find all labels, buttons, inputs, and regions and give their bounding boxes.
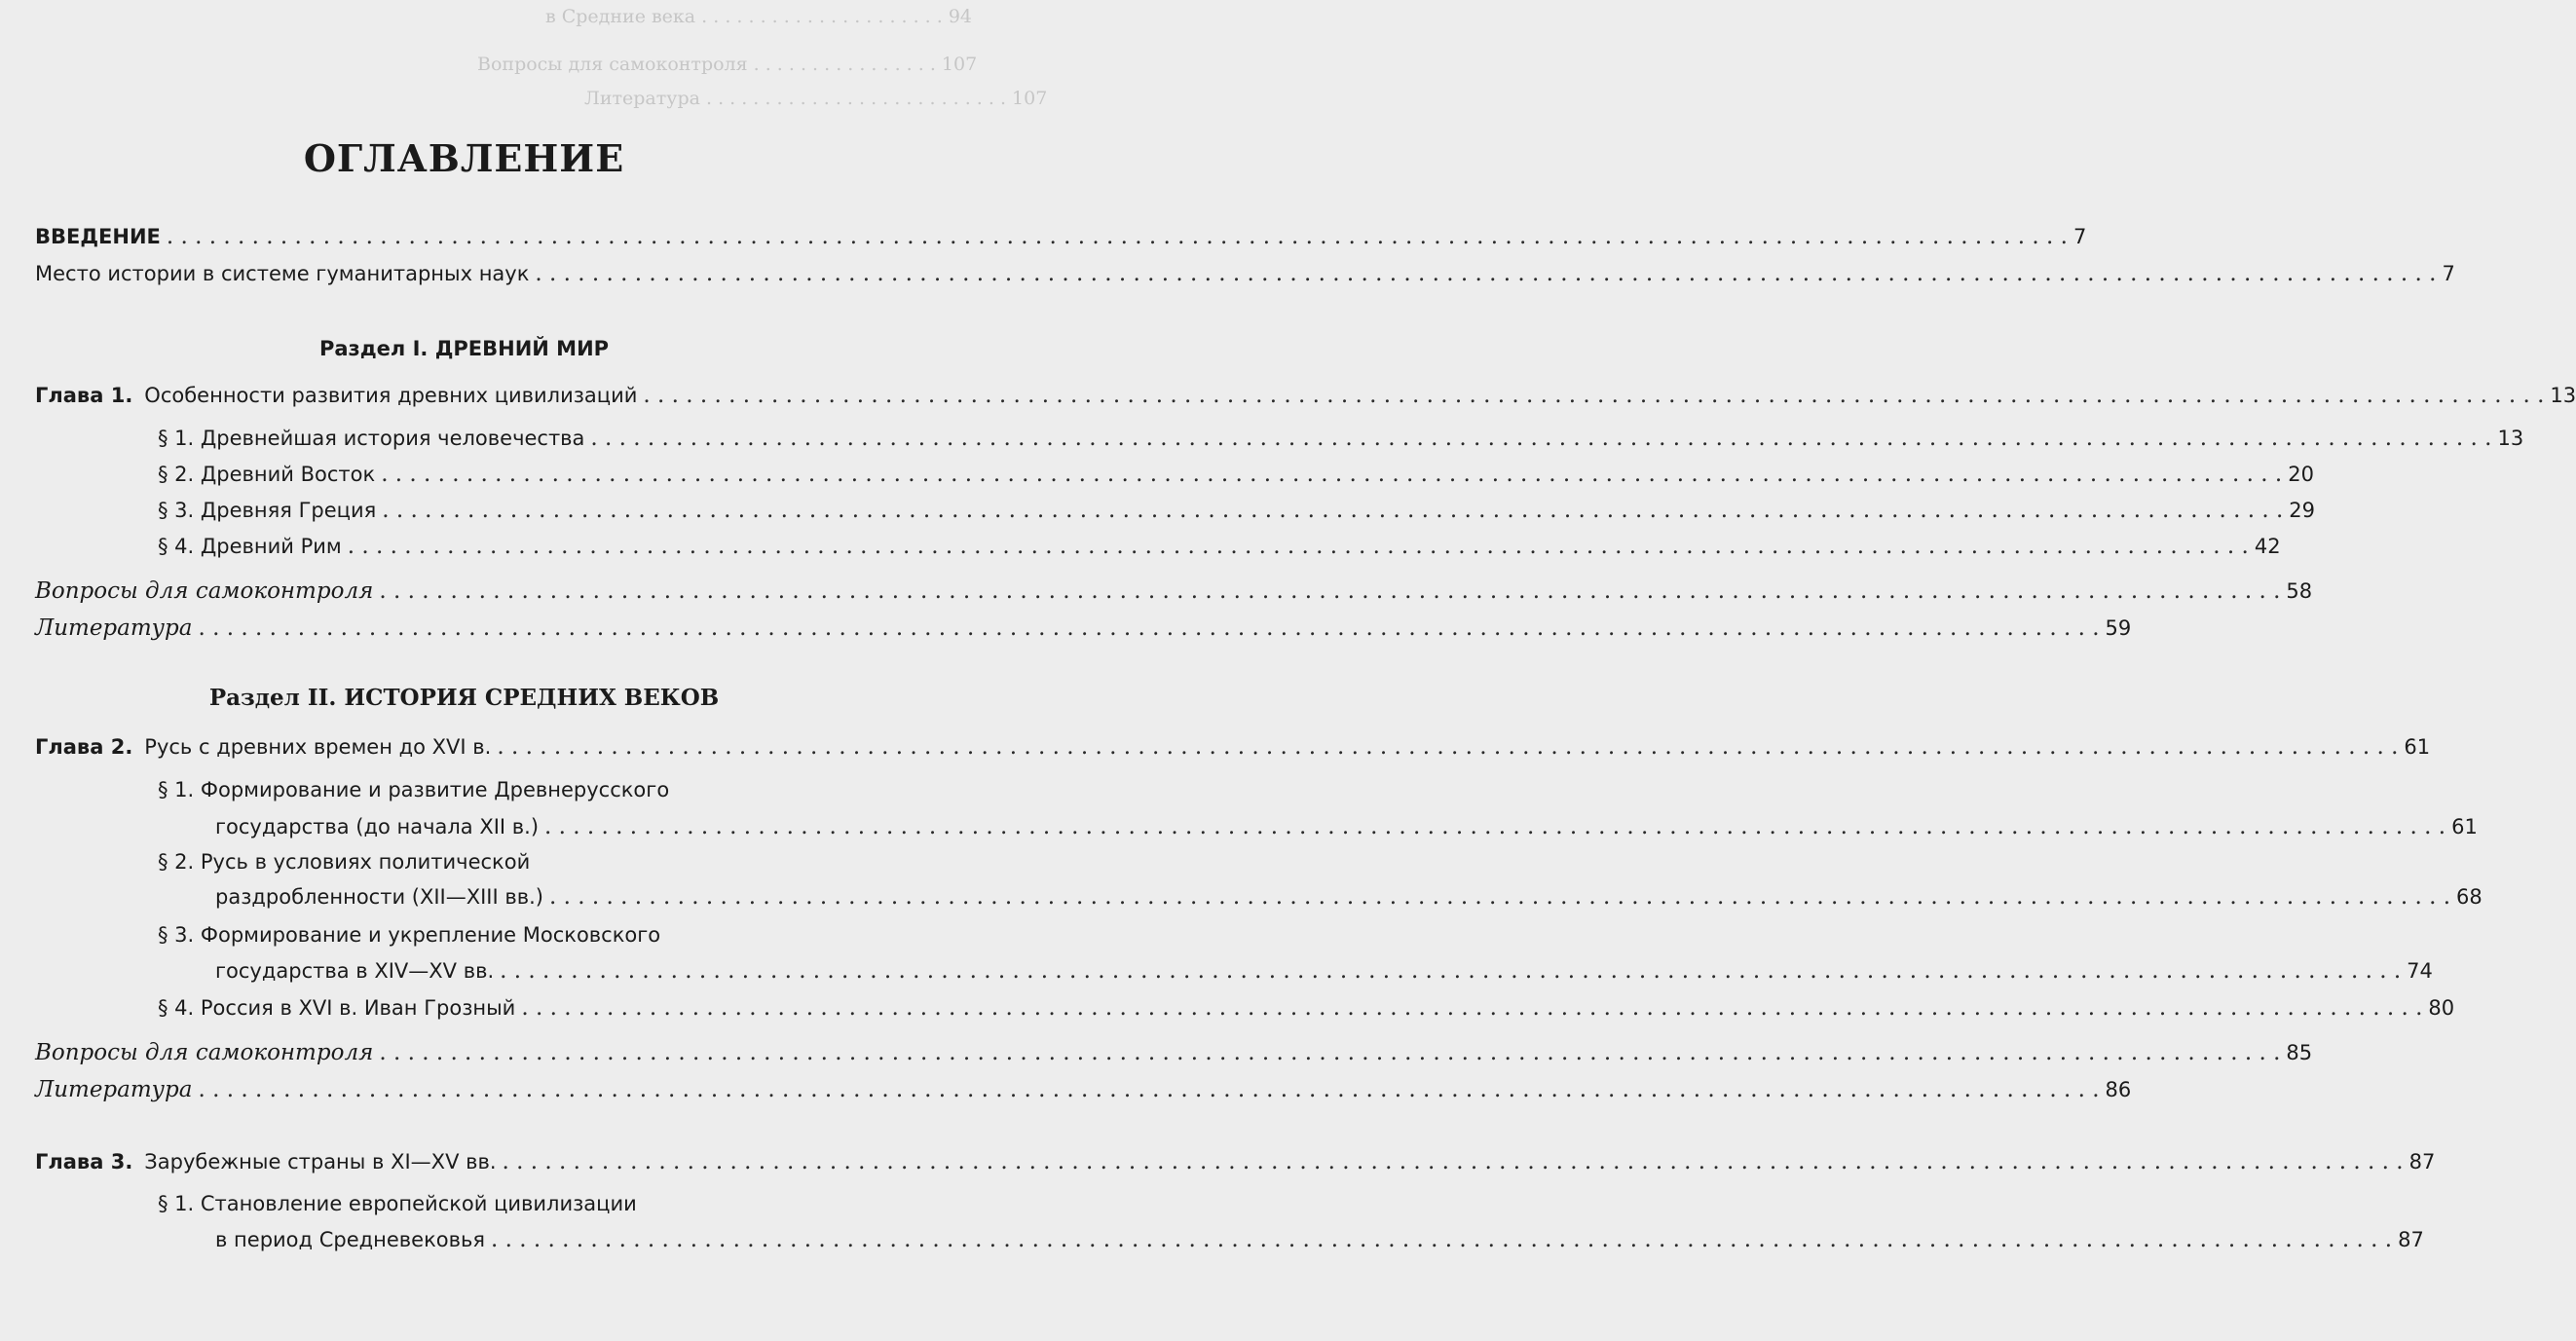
leader-dots [379, 577, 2280, 606]
toc-entry-intro [35, 222, 2087, 251]
entry-page: 61 [2404, 735, 2431, 759]
toc-entry [35, 1038, 2313, 1067]
entry-page: 85 [2286, 1041, 2313, 1064]
entry-page: 13 [2550, 384, 2576, 407]
entry-page: 7 [2442, 262, 2455, 285]
entry-page: 20 [2288, 463, 2314, 486]
toc-chapter [35, 732, 2431, 762]
toc-entry [158, 424, 2524, 453]
entry-label: государства в XIV—XV вв. [215, 959, 495, 983]
chapter-title: Особенности развития древних цивилизаций [144, 384, 638, 407]
entry-page: 7 [2072, 225, 2087, 248]
toc-entry-line1: § 2. Русь в условиях политической [158, 850, 531, 874]
bleed-line: Вопросы для самоконтроля . . . . . . . . . . . . . . . . 107 [477, 54, 978, 75]
leader-dots [382, 496, 2283, 525]
chapter-label: Глава 3. [35, 1150, 133, 1173]
chapter-label: Глава 2. [35, 735, 133, 759]
toc-entry [158, 496, 2316, 525]
leader-dots [643, 381, 2544, 410]
entry-label: § 2. Древний Восток [158, 463, 376, 486]
entry-page: 86 [2105, 1078, 2132, 1101]
toc-entry-line1: § 1. Формирование и развитие Древнерусского [158, 778, 670, 801]
section-heading: Раздел I. ДРЕВНИЙ МИР [318, 337, 610, 360]
entry-label: ВВЕДЕНИЕ [35, 225, 161, 248]
leader-dots [348, 532, 2249, 561]
toc-entry [158, 993, 2455, 1023]
leader-dots [549, 882, 2450, 912]
toc-entry [158, 460, 2314, 489]
leader-dots [544, 812, 2445, 841]
bleed-line: Литература . . . . . . . . . . . . . . . . . . . . . . . . . . 107 [584, 88, 1048, 109]
section-heading: Раздел II. ИСТОРИЯ СРЕДНИХ ВЕКОВ [208, 685, 720, 711]
entry-label: § 1. Древнейшая история человечества [158, 427, 585, 450]
entry-label: в период Средневековья [215, 1228, 486, 1251]
toc-chapter [35, 381, 2576, 410]
entry-page: 87 [2408, 1150, 2436, 1173]
entry-page: 42 [2254, 535, 2281, 558]
bleed-line: в Средние века . . . . . . . . . . . . . . . . . . . . . 94 [545, 6, 973, 27]
leader-dots [535, 259, 2436, 288]
entry-page: 80 [2428, 996, 2455, 1020]
toc-chapter [35, 1147, 2436, 1176]
toc-entry [215, 882, 2483, 912]
toc-entry-line1: § 3. Формирование и укрепление Московского [158, 923, 661, 947]
entry-label: Вопросы для самоконтроля [35, 1040, 374, 1065]
entry-page: 74 [2407, 959, 2433, 983]
leader-dots [521, 993, 2422, 1023]
chapter-title: Зарубежные страны в XI—XV вв. [144, 1150, 497, 1173]
toc-entry [215, 956, 2433, 986]
entry-page: 58 [2286, 579, 2313, 603]
chapter-label: Глава 1. [35, 384, 133, 407]
entry-page: 61 [2451, 815, 2478, 838]
toc-entry [35, 259, 2455, 288]
entry-label: § 4. Россия в XVI в. Иван Грозный [158, 996, 516, 1020]
entry-label: Вопросы для самоконтроля [35, 578, 374, 604]
entry-page: 68 [2456, 885, 2483, 909]
entry-page: 59 [2105, 616, 2132, 640]
toc-entry [35, 614, 2132, 643]
toc-entry [215, 1225, 2424, 1254]
entry-label: § 3. Древняя Греция [158, 499, 377, 522]
leader-dots [167, 222, 2068, 251]
toc-entry [35, 1075, 2132, 1104]
leader-dots [379, 1038, 2280, 1067]
toc-entry [35, 577, 2313, 606]
entry-label: Место истории в системе гуманитарных наук [35, 262, 530, 285]
entry-page: 13 [2497, 427, 2524, 450]
leader-dots [198, 1075, 2099, 1104]
leader-dots [497, 732, 2398, 762]
leader-dots [590, 424, 2491, 453]
toc-entry [158, 532, 2281, 561]
entry-label: § 4. Древний Рим [158, 535, 342, 558]
toc-entry [215, 812, 2478, 841]
entry-page: 87 [2398, 1228, 2424, 1251]
entry-label: Литература [35, 615, 193, 641]
leader-dots [198, 614, 2099, 643]
chapter-title: Русь с древних времен до XVI в. [144, 735, 492, 759]
entry-label: раздробленности (XII—XIII вв.) [215, 885, 543, 909]
entry-label: государства (до начала XII в.) [215, 815, 540, 838]
leader-dots [491, 1225, 2392, 1254]
leader-dots [500, 956, 2401, 986]
page-title: ОГЛАВЛЕНИЕ [303, 136, 625, 180]
leader-dots [503, 1147, 2404, 1176]
entry-page: 29 [2289, 499, 2316, 522]
toc-entry-line1: § 1. Становление европейской цивилизации [158, 1192, 637, 1215]
entry-label: Литература [35, 1077, 193, 1102]
leader-dots [381, 460, 2282, 489]
